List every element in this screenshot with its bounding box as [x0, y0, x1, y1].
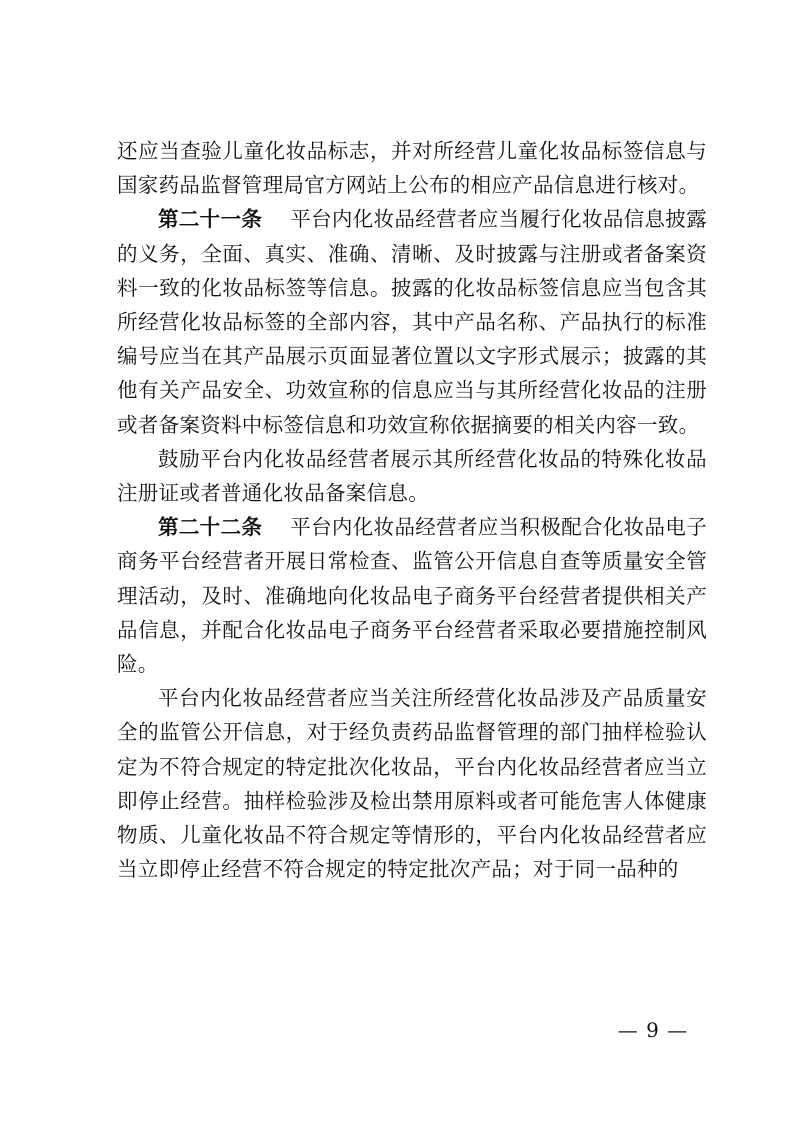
encourage-display-paragraph — [117, 442, 707, 510]
article-22-paragraph — [117, 510, 707, 681]
page-number: — 9 — — [617, 1018, 689, 1042]
article-21-heading: 第二十一条 — [158, 207, 263, 232]
paragraph-text: 平台内化妆品经营者应当关注所经营化妆品涉及产品质量安全的监管公开信息，对于经负责药品监督管理的部门抽样检验认定为不符合规定的特定批次化妆品，平台内化妆品经营者应当立即停止经营。抽样检验涉及检出禁用原料或者可能危害人体健康物质、儿童化妆品不符合规定等情形的，平台内化妆品经营者应当立即停止经营不符合规定的特定批次产品；对于同一品种的 — [117, 686, 707, 882]
paragraph-continuation — [117, 134, 707, 202]
paragraph-text: 还应当查验儿童化妆品标志，并对所经营儿童化妆品标签信息与国家药品监督管理局官方网站上公布的相应产品信息进行核对。 — [117, 139, 707, 198]
paragraph-text: 平台内化妆品经营者应当积极配合化妆品电子商务平台经营者开展日常检查、监管公开信息自查等质量安全管理活动，及时、准确地向化妆品电子商务平台经营者提供相关产品信息，并配合化妆品电子商务平台经营者采取必要措施控制风险。 — [117, 515, 708, 677]
monitoring-paragraph — [117, 681, 707, 886]
article-21-paragraph — [117, 202, 707, 441]
paragraph-text: 平台内化妆品经营者应当履行化妆品信息披露的义务，全面、真实、准确、清晰、及时披露与注册或者备案资料一致的化妆品标签等信息。披露的化妆品标签信息应当包含其所经营化妆品标签的全部内容，其中产品名称、产品执行的标准编号应当在其产品展示页面显著位置以文字形式展示；披露的其他有关产品安全、功效宣称的信息应当与其所经营化妆品的注册或者备案资料中标签信息和功效宣称依据摘要的相关内容一致。 — [117, 207, 708, 437]
paragraph-text: 鼓励平台内化妆品经营者展示其所经营化妆品的特殊化妆品注册证或者普通化妆品备案信息。 — [117, 446, 707, 506]
body-text — [117, 134, 707, 886]
article-22-heading: 第二十二条 — [158, 515, 263, 540]
